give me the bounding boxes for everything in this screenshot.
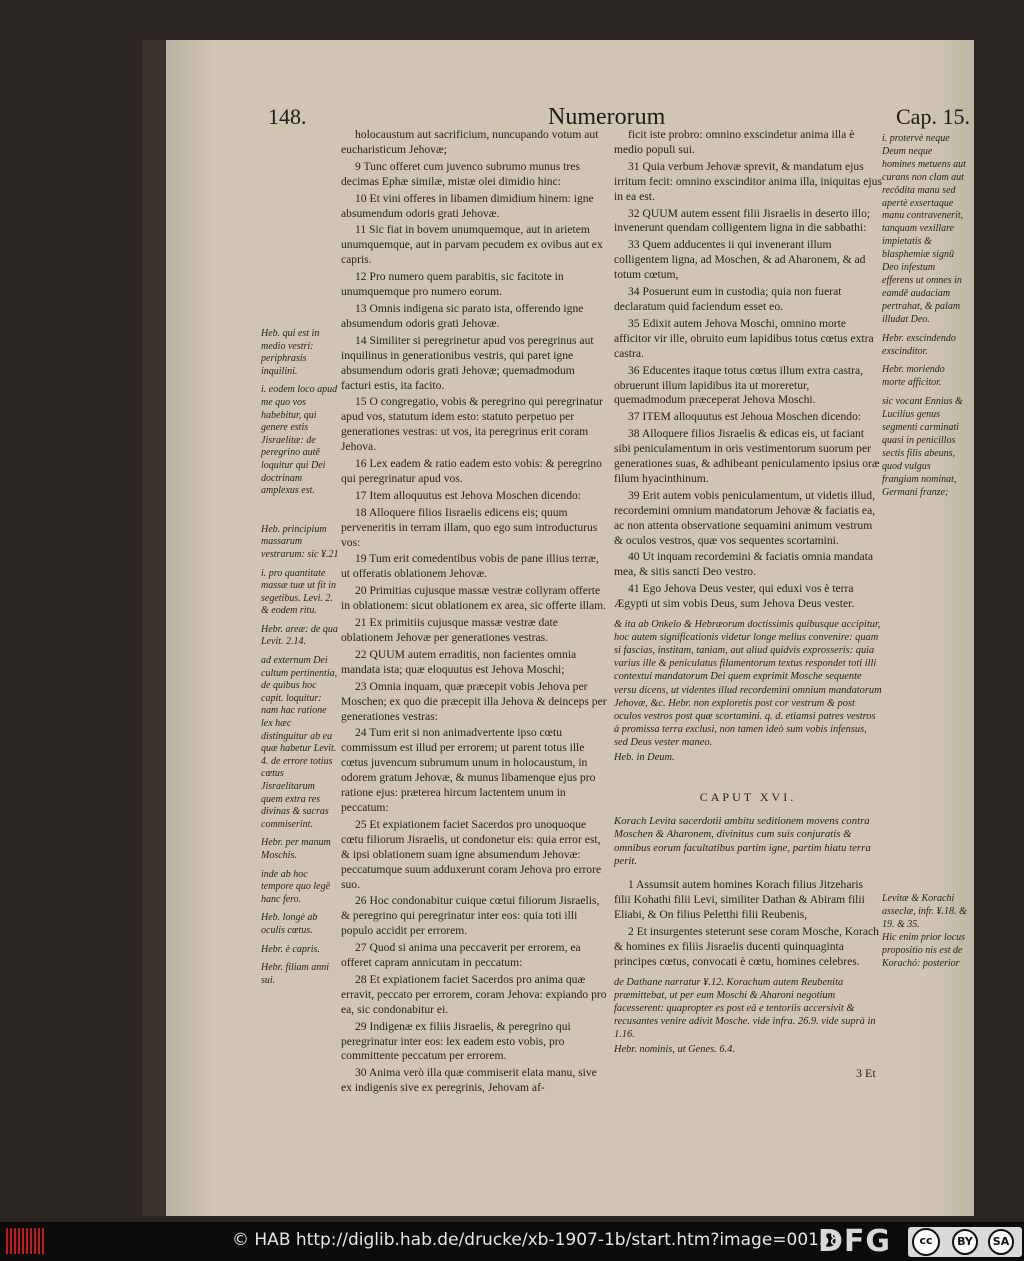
chapter-summary: Korach Levita sacerdotii ambitu seditionem movens contra Moschen & Aharonem, divinitus cum suis conjuratis & omnibus eorum facultatibus partim igne, partim hiatu terra perit. xyxy=(614,815,871,867)
verse: 21 Ex primitiis cujusque massæ vestræ date oblationem Jehovæ per generationes vestras. xyxy=(341,616,558,644)
verse: 2 Et insurgentes steterunt sese coram Mosche, Korach & homines ex filiis Jisraelis ducenti quinquaginta principes cœtus, convocati è cœtu, homines celebres. xyxy=(614,924,879,968)
margin-note: inde ab hoc tempore quo legē hanc fero. xyxy=(261,868,331,905)
page-number: 148. xyxy=(268,104,307,129)
verse: 26 Hoc condonabitur cuique cœtui filiorum Jisraelis, & peregrino qui peregrinatur inter eos: quia toti illi populo accidit per errorem. xyxy=(341,894,600,938)
verse: 37 ITEM alloquutus est Jehoua Moschen dicendo: xyxy=(628,410,862,424)
verse: 15 O congregatio, vobis & peregrino qui peregrinatur apud vos, statutum idem esto: statuto perpetuo per generationes vestras: ut vos, ita peregrinus erit coram Jehova. xyxy=(341,395,603,454)
margin-note: Heb. longè ab oculis cœtus. xyxy=(261,912,318,936)
verse: 41 Ego Jehova Deus vester, qui eduxi vos è terra Ægypti ut sim vobis Deus, sum Jehova Deus vester. xyxy=(614,582,855,611)
running-title: Numerorum xyxy=(548,104,666,130)
verse: ficit iste probro: omnino exscindetur anima illa è medio populi sui. xyxy=(614,128,855,156)
margin-note: ad externum Dei cultum pertinentia, de quibus hoc capit. loquitur: nam hac ratione lex hæc distinguitur ab ea quæ habetur Levit. 4. de errore totius cœtus Jisraelitarum quem extra res divinas & sacras commiserint. xyxy=(261,655,338,830)
dfg-logo: DFG xyxy=(818,1224,892,1259)
verse: 35 Edixit autem Jehova Moschi, omnino morte afficitor vir ille, obruito eum lapidibus totus cœtus extra castra. xyxy=(614,316,874,360)
text-column-left xyxy=(341,128,607,1098)
verse: 23 Omnia inquam, quæ præcepit vobis Jehova per Moschen; ex quo die præcepit illa Jehova & deinceps per generationes vestras: xyxy=(341,679,607,723)
verse: 22 QUUM autem erraditis, non facientes omnia mandata ista; quæ eloquutus est Jehova Moschi; xyxy=(341,647,577,676)
margin-note: i. eodem loco apud me quo vos habebitur, qui genere estis Jisraelitæ: de peregrino autē loquitur qui Dei doctrinam amplexus est. xyxy=(261,384,338,497)
verse: 34 Posuerunt eum in custodia; quia non fuerat declaratum quid faciendum esset eo. xyxy=(614,285,842,313)
verse: 18 Alloquere filios Iisraelis edicens eis; quum perveneritis in terram illam, quo ego sum introducturus vos: xyxy=(341,505,598,549)
verse: 33 Quem adducentes ii qui invenerant illum colligentem ligna, ad Moschen, & ad Aharonem, & ad totum cœtum, xyxy=(614,238,866,282)
library-logo-icon xyxy=(6,1228,44,1254)
margin-note: Heb. qui est in medio vestri: periphrasis inquilini. xyxy=(261,328,320,377)
margin-note: Heb. principium massarum vestrarum: sic ¥.21 xyxy=(261,523,339,560)
verse: 29 Indigenæ ex filiis Jisraelis, & peregrino qui peregrinatur inter eos: lex eadem esto vobis, pro committente peccatum per errorem. xyxy=(341,1019,571,1063)
verse: 38 Alloquere filios Jisraelis & edicas eis, ut faciant sibi peniculamentum in oris vestimentorum suorum per generationes suas, & adhibeant peniculamento ipsius oræ filum hyacinthinum. xyxy=(614,427,880,485)
verse: 25 Et expiationem faciet Sacerdos pro unoquoque cœtu filiorum Jisraelis, ut condonetur eis: quia error est, & ipsi oblationem suam igne absumendum Jehovæ: peccatumque suum adduxerunt coram Jehova pro errore suo. xyxy=(341,817,602,891)
margin-note: sic vocant Ennius & Lucilius genus segmenti carminati quasi in penicillos sectis filis abeuns, quod vulgus frangiam nominat, Germani franze; xyxy=(882,396,963,498)
verse: 32 QUUM autem essent filii Jisraelis in deserto illo; invenerunt quendam colligentem ligna in die sabbathi: xyxy=(614,206,871,235)
verse: 36 Educentes itaque totus cœtus illum extra castra, obruerunt illum lapidibus ita ut moreretur, quemadmodum præceperat Jehova Moschi. xyxy=(614,363,864,407)
right-margin-notes xyxy=(882,133,968,505)
footnote: Hebr. nominis, ut Genes. 6.4. xyxy=(614,1044,735,1056)
footnotes xyxy=(614,618,882,764)
margin-note: Hebr. per manum Moschis. xyxy=(261,837,331,861)
license-badge[interactable] xyxy=(908,1227,1022,1257)
verse: 16 Lex eadem & ratio eadem esto vobis: & peregrino qui peregrinatur apud vos. xyxy=(341,457,602,485)
verse: 17 Item alloquutus est Jehova Moschen dicendo: xyxy=(355,488,582,502)
margin-note: i. protervè neque Deum neque homines metuens aut curans non clam aut recôdita manu sed apertè exsertaque manu contravenerit, tanquam vexillare impietatis & blasphemiæ signū Deo infestum efferens ut omnes in eamdē audaciam pertrahat, & palam illudat Deo. xyxy=(882,133,966,325)
verse: 40 Ut inquam recordemini & faciatis omnia mandata mea, & sitis sancti Deo vestro. xyxy=(614,550,874,579)
book-gutter xyxy=(142,40,168,1216)
margin-note: Hebr. filiam anni sui. xyxy=(261,962,330,986)
right-margin-notes-chapter xyxy=(882,893,968,970)
margin-note: Hebr. è capris. xyxy=(261,943,320,955)
chapter-heading: CAPUT XVI. xyxy=(699,790,797,805)
footnote: Heb. in Deum. xyxy=(614,752,675,764)
margin-note: Hebr. moriendo morte afficitor. xyxy=(882,364,945,389)
verse: 13 Omnis indigena sic parato ista, offerendo igne absumendum odoris grati Jehovæ. xyxy=(341,301,584,330)
verse: 30 Anima verò illa quæ commiserit elata manu, sive ex indigenis sive ex peregrinis, Jehovam af- xyxy=(341,1066,597,1095)
viewer-footer xyxy=(0,1222,1024,1261)
footnote: de Dathane narratur ¥.12. Korachum autem Reubenita præmittebat, ut per eum Moschi & Aharoni negotium facesserent: quapropter es post eâ e tentoriis accersivit & recusantes venire adivit Mosche. vide infra. 26.9. vide suprà in 1.16. xyxy=(614,976,876,1041)
verse: 11 Sic fiat in bovem unumquemque, aut in arietem unumquemque, aut in parvam pecudem ex ovibus aut ex capris. xyxy=(341,223,603,267)
source-link[interactable]: © HAB http://diglib.hab.de/drucke/xb-1907-1b/start.htm?image=00158 xyxy=(232,1230,841,1250)
margin-note: Hebr. areæ: de qua Levit. 2.14. xyxy=(261,623,338,648)
chapter-footnotes xyxy=(614,976,882,1057)
left-margin-notes xyxy=(261,328,339,993)
cc-icon: cc xyxy=(912,1228,940,1256)
verse: holocaustum aut sacrificium, nuncupando votum aut eucharisticum Jehovæ; xyxy=(341,128,599,156)
verse: 14 Similiter si peregrinetur apud vos peregrinus aut inquilinus in generationibus vestris, qui paret igne absumendum odoris grati Jehovæ; quemadmodum facturi estis, ita facito. xyxy=(341,333,594,392)
verse: 39 Erit autem vobis peniculamentum, ut videtis illud, recordemini omnium mandatorum Jehovæ & faciatis ea, ac non attenta observatione sequamini animum vestrum & oculos vestros, quæ vos sequentes scortamini. xyxy=(614,488,876,547)
chapter-label: Cap. 15. xyxy=(896,104,970,129)
margin-note: Levitæ & Korachi asseclæ, infr. ¥.18. & 19. & 35. xyxy=(882,893,967,930)
verse: 24 Tum erit si non animadvertente ipso cœtu commissum est illud per errorem; ut parent totus ille cœtus juvencum subrumum unum in holocaustum, in odorem gratum Jehovæ, & munus libamenque ejus pro ratione ejus: præterea hircum lactentem unum in peccatum: xyxy=(341,726,596,814)
verse: 31 Quia verbum Jehovæ sprevit, & mandatum ejus irritum fecit: omnino exscinditor anima illa, iniquitas ejus in ea est. xyxy=(614,159,882,203)
text-column-right xyxy=(614,128,882,1058)
footnote: & ita ab Onkelo & Hebræorum doctissimis quibusque accipitur, hoc autem significationis videtur longe melius convenire: quam si fascias, institam, taniam, aut aliud quidvis exprosseris: quia varius ille & peniculatus filamentorum textus respondet toti illi contextui mandatorum Dei quem exprimit Mosche sequente versu dicens, ut videntes illud recordemini omnium mandatorum Jehovæ, &c. Hebr. non exploretis post cor vestrum & post oculos vestros post quæ scortamini. q. d. etiamsi patres vestros à promissa terra exclusi, non tamen ideò sum vobis infensus, sed Deus vester maneo. xyxy=(614,619,882,748)
margin-note: i. pro quantitate massæ tuæ ut fit in segetibus. Levi. 2. & eodem ritu. xyxy=(261,567,337,617)
verse: 27 Quod si anima una peccaverit per errorem, ea offeret capram annicutam in peccatum: xyxy=(341,941,581,970)
by-attribution-icon: BY xyxy=(952,1229,978,1255)
verse: 12 Pro numero quem parabitis, sic facitote in unumquemque pro numero eorum. xyxy=(341,270,564,299)
catchword: 3 Et xyxy=(856,1066,876,1080)
margin-note: Hebr. exscindendo exscinditor. xyxy=(882,332,956,357)
verse: 10 Et vini offeres in libamen dimidium hinem: igne absumendum odoris grati Jehovæ. xyxy=(341,191,594,220)
share-alike-icon: SA xyxy=(988,1229,1014,1255)
margin-note: Hic enim prior locus propositio nis est de Korachó: posterior xyxy=(882,931,966,969)
verse: 20 Primitias cujusque massæ vestræ collyram offerte in oblationem: sicut oblationem ex area, sic offerte illam. xyxy=(341,584,607,613)
verse: 28 Et expiationem faciet Sacerdos pro anima quæ erravit, peccato per errorem, coram Jehova: expiando pro ea, sic condonabitur ei. xyxy=(341,972,607,1016)
verse: 9 Tunc offeret cum juvenco subrumo munus tres decimas Ephæ similæ, mistæ olei dimidio hinc: xyxy=(341,159,580,188)
verse: 1 Assumsit autem homines Korach filius Jitzeharis filii Kohathi filii Levi, similiter Dathan & Abiram filii Eliabi, & On filius Peletthi filii Reubenis, xyxy=(614,878,865,922)
verse: 19 Tum erit comedentibus vobis de pane illius terræ, ut offeratis oblationem Jehovæ. xyxy=(341,552,599,581)
